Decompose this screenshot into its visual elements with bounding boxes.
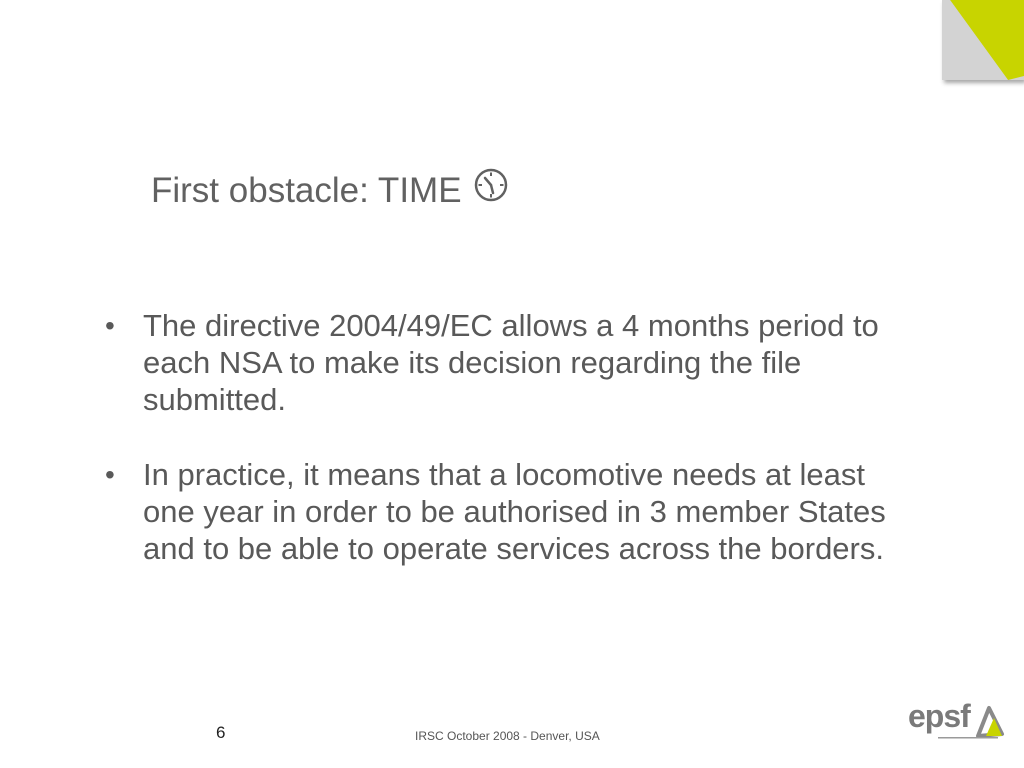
bullet-text: The directive 2004/49/EC allows a 4 months period to each NSA to make its decision regarding the file submitted. <box>143 308 879 417</box>
clock-icon <box>472 166 510 204</box>
bullet-item <box>103 456 923 567</box>
corner-decoration <box>900 0 1024 92</box>
page-number: 6 <box>216 723 226 742</box>
bullet-marker: • <box>105 310 115 341</box>
bullet-marker: • <box>105 459 115 490</box>
bullet-text: In practice, it means that a locomotive needs at least one year in order to be authorised in 3 member States and to be able to operate services across the borders. <box>143 457 886 566</box>
slide-title <box>151 170 510 212</box>
slide-title-text: First obstacle: TIME <box>151 171 462 210</box>
logo-tagline-mark <box>938 735 998 741</box>
footer-note: IRSC October 2008 - Denver, USA <box>415 729 600 743</box>
bullet-list <box>103 307 923 605</box>
bullet-item <box>103 307 923 418</box>
epsf-logo <box>908 698 1006 748</box>
logo-text: epsf <box>908 698 970 734</box>
